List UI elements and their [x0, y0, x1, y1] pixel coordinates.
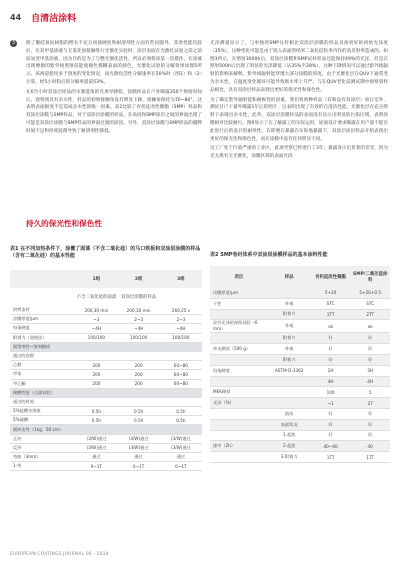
table-cell: 5%硫酸: [10, 416, 75, 425]
table-cell: 0~1T: [160, 462, 202, 471]
table-row: [210, 441, 390, 452]
table-cell: 好: [350, 354, 390, 365]
table-cell: ASTM-D-3362: [268, 365, 311, 376]
table-row: [10, 462, 202, 471]
page-header: [10, 10, 76, 24]
table-cell: 2TT: [350, 309, 390, 320]
table-cell: 甲乙酮: [10, 379, 75, 388]
table-cell: 40~60: [311, 441, 351, 452]
table-cell: [210, 419, 268, 430]
table-cell: 通过的时间: [10, 397, 75, 406]
table-cell: 好: [311, 408, 351, 419]
table-cell: [118, 397, 160, 406]
table-cell: 0.5h: [118, 407, 160, 416]
table-cell: 铅笔硬度: [210, 365, 268, 376]
paragraph: 这工厂处于污染严重的工业区，此项考察已经进行了3年，暴露显示出显著的差异，因为光关系有无光催化，涂曝区域的表面区段: [210, 146, 388, 160]
table-cell: ok: [311, 320, 351, 333]
table-cell: ~4H: [75, 324, 117, 333]
table-row: [10, 388, 202, 397]
table-cell: 附着力（划格法）: [10, 333, 75, 342]
table-cell: [75, 388, 117, 397]
table-row: [10, 370, 202, 379]
table-cell: 好: [311, 419, 351, 430]
table-cell: 0~1T: [75, 462, 117, 471]
table2: [210, 266, 390, 463]
table-cell: 铅笔硬度: [10, 324, 75, 333]
table-cell: 5+20: [311, 288, 351, 298]
table-cell: 外观: [268, 298, 311, 309]
table2-header-cell: 项目: [210, 266, 268, 288]
table1-subheader-cell: [160, 288, 202, 306]
table-cell: [75, 351, 117, 360]
table-cell: [210, 333, 268, 344]
table-cell: ~4H: [160, 324, 202, 333]
table-row: [10, 379, 202, 388]
table-cell: 260,25 s: [160, 306, 202, 315]
table-row: [10, 361, 202, 370]
table-row: [210, 408, 390, 419]
table-cell: 27: [350, 398, 390, 409]
table-cell: 100: [311, 387, 351, 398]
table1-subheader-cell: [10, 288, 75, 306]
table-cell: [268, 288, 311, 298]
table-cell: [75, 397, 117, 406]
table-cell: 涂膜厚度/μm: [10, 315, 75, 324]
table-cell: [160, 342, 202, 351]
table-cell: [118, 342, 160, 351]
table-cell: 漆中（2h）: [210, 441, 268, 452]
table2-caption: 表2 SMP卷材体系中双涂层涂膜样品的基本涂料性能: [210, 252, 328, 258]
table-cell: [210, 452, 268, 463]
table1-header-cell: 1组: [75, 270, 117, 288]
table-cell: MEK擦拭: [210, 387, 268, 398]
table1: [10, 270, 202, 471]
table2-header-cell: SMP/二氧化硅涂料: [350, 266, 390, 288]
table1-header-cell: [10, 270, 75, 288]
table-cell: 200: [118, 379, 160, 388]
table-row: [210, 419, 390, 430]
table-row: [210, 344, 390, 355]
table-cell: 200,30 min: [75, 306, 117, 315]
paragraph: 除了聚硅氧烷树脂的憎水不充分而使硬度和耐溶剂性方面有些问题外，其余性能均较好，在双甲基涂液与无氯化固接触进行光催化实验时，涂层表面在光催化试验之前之前较易变甲基涂液，因为目的是为了与整光催化活性，所以必须将涂第一次摸作。在涂液出现摩擦的紫外线照射前能使褪色模糊表面的颜色，光催化试验的分解效果如图5所示。该两道使用多于溶度的变化情况，而光催化活性分解速率在50%时（图1）和（2）计算，经5小时粉后的分解率提前53%。: [26, 41, 202, 85]
table-cell: 好: [350, 430, 390, 441]
table-cell: [268, 376, 311, 387]
table-cell: 200: [75, 379, 117, 388]
table-cell: 好: [311, 344, 351, 355]
table-cell: 60~80: [160, 361, 202, 370]
table-cell: 好: [311, 430, 351, 441]
table-cell: 4H: [311, 376, 351, 387]
table-cell: 外观: [268, 320, 311, 333]
table-cell: 好: [350, 419, 390, 430]
table-cell: 2~3: [160, 315, 202, 324]
table-cell: [160, 425, 202, 434]
table-row: [210, 288, 390, 298]
table-cell: 200,30 min: [118, 306, 160, 315]
table-cell: (3/W)通过: [75, 443, 117, 452]
table-cell: 涂层光泽的保持试验（6 mm）: [210, 320, 268, 333]
table-cell: 3H: [350, 365, 390, 376]
table-row: [10, 315, 202, 324]
table-cell: 附着力: [268, 309, 311, 320]
table-cell: 耐溶剂性~溶剂擦拭: [10, 342, 75, 351]
table-row: [10, 342, 202, 351]
table-cell: [160, 388, 202, 397]
table-row: [210, 376, 390, 387]
table-cell: 附着力: [268, 333, 311, 344]
table-cell: 耐冲击性（1kg，50 cm）: [10, 425, 75, 434]
table-row: [210, 398, 390, 409]
table-cell: ~3: [75, 315, 117, 324]
table-cell: 冲击测试（500 g）: [210, 344, 268, 355]
table-row: [10, 453, 202, 462]
table-cell: 甲苯: [10, 370, 75, 379]
table-cell: 表面状况: [268, 419, 311, 430]
table-cell: [210, 408, 268, 419]
table-cell: 2~3: [118, 315, 160, 324]
table-row: [10, 324, 202, 333]
table-cell: 100/100: [118, 333, 160, 342]
table-row: [10, 425, 202, 434]
table-cell: 0.5h: [75, 407, 117, 416]
table-row: [210, 430, 390, 441]
list-marker: 3: [11, 40, 16, 46]
table-row: [10, 416, 202, 425]
table-cell: 2H: [311, 365, 351, 376]
table-cell: 烘烤条件: [10, 306, 75, 315]
table-cell: (3/W)通过: [160, 434, 202, 443]
table2-header-cell: 有机硅改性聚酯: [311, 266, 351, 288]
page-number: 44: [10, 12, 22, 22]
table-cell: 0.5h: [75, 416, 117, 425]
table-cell: 1TT: [350, 452, 390, 463]
table-cell: ok: [350, 320, 390, 333]
table-cell: 60~80: [160, 379, 202, 388]
table-cell: 反冲: [10, 443, 75, 452]
table-row: [10, 351, 202, 360]
table-cell: [118, 425, 160, 434]
table-cell: 1.起泡: [268, 430, 311, 441]
table-cell: 0.5h: [160, 416, 202, 425]
table-cell: 200: [75, 370, 117, 379]
table-cell: 100/100: [160, 333, 202, 342]
table-cell: (3/W)通过: [75, 434, 117, 443]
table-row: [210, 333, 390, 344]
table-cell: [118, 351, 160, 360]
table1-caption: 表1 在不同加热条件下，涂覆了面漆（不含二氧化硅）的马口铁板和双涂层涂膜的样品（含有二氧化硅）的基本性能: [10, 246, 201, 259]
table-cell: (3/W)通过: [118, 443, 160, 452]
paragraph: 为了确定紫外辐射能和耐候性的因素，我们将两种样品（有和没有双涂层）放在室外，测试甘户干量外曝露1年后的照片，这表明出现了有效的自清洁性能，光催化层在充分照射下表现出亲水性，此外，双涂层涂膜样品的表面没有显示出明显的污垢区域，表明涂膜相对比较耐污。图6显示了在了解露工的实际运用，屋面设计要求曝露在用户量不能在此进行后的设计的耐用性，在即便在暴露在实际地暴露下，双涂层涂层样品开始表现出更好的保光性和保色性，而在涂膜中没有任何明显不同。: [210, 97, 388, 142]
table-row: [10, 443, 202, 452]
table-cell: [118, 388, 160, 397]
table-cell: 5%盐酸水溶液: [10, 407, 75, 416]
table-cell: 通过: [118, 453, 160, 462]
table-cell: 1TT: [311, 309, 351, 320]
table-row: [210, 298, 390, 309]
table1-subheader-cell: 双涂层涂膜的样品: [118, 288, 160, 306]
table-row: [210, 387, 390, 398]
paragraph: 光泽测量显示了，与单独的SMP这样相比双涂层涂膜的样品具备更好的初始光泽度（35%），这种变化可能是由于嵌入表面的纳米二氧化硅粒米内作的高反射率造成的。如图3所示，在照射3000h后，双涂层涂膜和SMP试样样品还能保持49%的光泽，但是在照射500h后出现了明显的光泽降低（从35%至28%），这种下降情况可以通过紫外线辐射的影响来解释，紫外线辐射能穿透大部分涂膜的厚度，由于光催化层在QUV下通常变为亲水性，在温度变化循环可能导致吸水率上升严。与在QUV老化前测试期中观察到样品相比，具有双涂层样品表现出更好的保光性和保色性。: [210, 41, 388, 93]
table-row: [210, 309, 390, 320]
page-footer: EUROPEAN COATINGS JOURNAL 06 · 2018: [10, 552, 109, 557]
table-cell: 1-弯: [10, 462, 75, 471]
table-row: [210, 354, 390, 365]
table-cell: 1TT: [311, 452, 351, 463]
table-cell: [210, 376, 268, 387]
table-cell: 200: [75, 361, 117, 370]
table-cell: 好: [350, 344, 390, 355]
table-cell: 3.附着力: [268, 452, 311, 463]
table-cell: STC: [311, 298, 351, 309]
table-row: [10, 397, 202, 406]
table-cell: [160, 397, 202, 406]
table-cell: 0.5h: [118, 416, 160, 425]
table1-subheader-cell: 不含二氧化硅的面漆: [75, 288, 117, 306]
table-row: [210, 365, 390, 376]
table-cell: ~1: [311, 398, 351, 409]
table-cell: 2.起泡: [268, 441, 311, 452]
table-cell: [210, 309, 268, 320]
table-cell: 0.5h: [160, 407, 202, 416]
table-cell: 好: [350, 408, 390, 419]
table-cell: 光泽（%）: [210, 398, 268, 409]
table-cell: 100/100: [75, 333, 117, 342]
table-cell: 耐酸性能（点滴试验）: [10, 388, 75, 397]
table-cell: 乙醇: [10, 361, 75, 370]
body-column-right: [210, 40, 388, 163]
section-title: 自清洁涂料: [31, 13, 77, 24]
paragraph: 在6至小时双涂层样品的水皱能角的光诱导降低，涂膜样品在户外曝露350个射接时间后，观察到具有亲水性，样品的初始接触角没有明显下降，接触角保持为70~80°。这表明表面极度不是造成亲水性的唯一因素。表2比较了有机硅改性聚酯（SMP）样品和双涂层涂膜与SMP样品，对于双涂层涂膜的样品，在高度和SMP涂层之间的界面出现了可能是双涂层涂膜与SMP样品的界面过渡的原因。另外，双涂层涂膜与SMP样品的磁牌时间不足和厚度较薄导致了耐溶剂性降低。: [26, 89, 202, 134]
table-cell: 5: [350, 387, 390, 398]
table-row: [210, 320, 390, 333]
table-cell: 40: [350, 441, 390, 452]
body-column-left: [26, 40, 202, 138]
table-cell: [210, 430, 268, 441]
table-cell: 200: [118, 370, 160, 379]
table-cell: ~4H: [118, 324, 160, 333]
table-cell: 好: [350, 333, 390, 344]
table-cell: 好: [311, 333, 351, 344]
table-cell: 外观: [268, 344, 311, 355]
table-cell: 附着力: [268, 354, 311, 365]
table-cell: [160, 351, 202, 360]
table-cell: 流动: [268, 408, 311, 419]
table-row: [10, 434, 202, 443]
table-row: [10, 407, 202, 416]
table-cell: [75, 425, 117, 434]
table-cell: [210, 354, 268, 365]
table-cell: 200: [118, 361, 160, 370]
table-cell: [268, 398, 311, 409]
table-cell: (3/W)通过: [160, 443, 202, 452]
section-subheading: 持久的保光性和保色性: [26, 219, 102, 228]
table-row: [10, 306, 202, 315]
table2-header-cell: 样品: [268, 266, 311, 288]
table-cell: 5+20+0.5: [350, 288, 390, 298]
table-cell: STC: [350, 298, 390, 309]
table-row: [210, 452, 390, 463]
table-cell: [75, 342, 117, 351]
table-cell: 弯曲（3mm）: [10, 453, 75, 462]
table-cell: 通过: [160, 453, 202, 462]
table-cell: 涂膜厚度/μm: [210, 288, 268, 298]
table-cell: 通过: [75, 453, 117, 462]
table1-header-cell: 2组: [118, 270, 160, 288]
table-cell: 0~1T: [118, 462, 160, 471]
table-cell: 干性: [210, 298, 268, 309]
table-row: [10, 333, 202, 342]
table-cell: 好: [311, 354, 351, 365]
table-cell: 正冲: [10, 434, 75, 443]
table-cell: 通过的次数: [10, 351, 75, 360]
table-cell: 4H: [350, 376, 390, 387]
table-cell: (3/W)通过: [118, 434, 160, 443]
table-cell: [268, 387, 311, 398]
table-cell: 60~80: [160, 370, 202, 379]
table1-header-cell: 3组: [160, 270, 202, 288]
